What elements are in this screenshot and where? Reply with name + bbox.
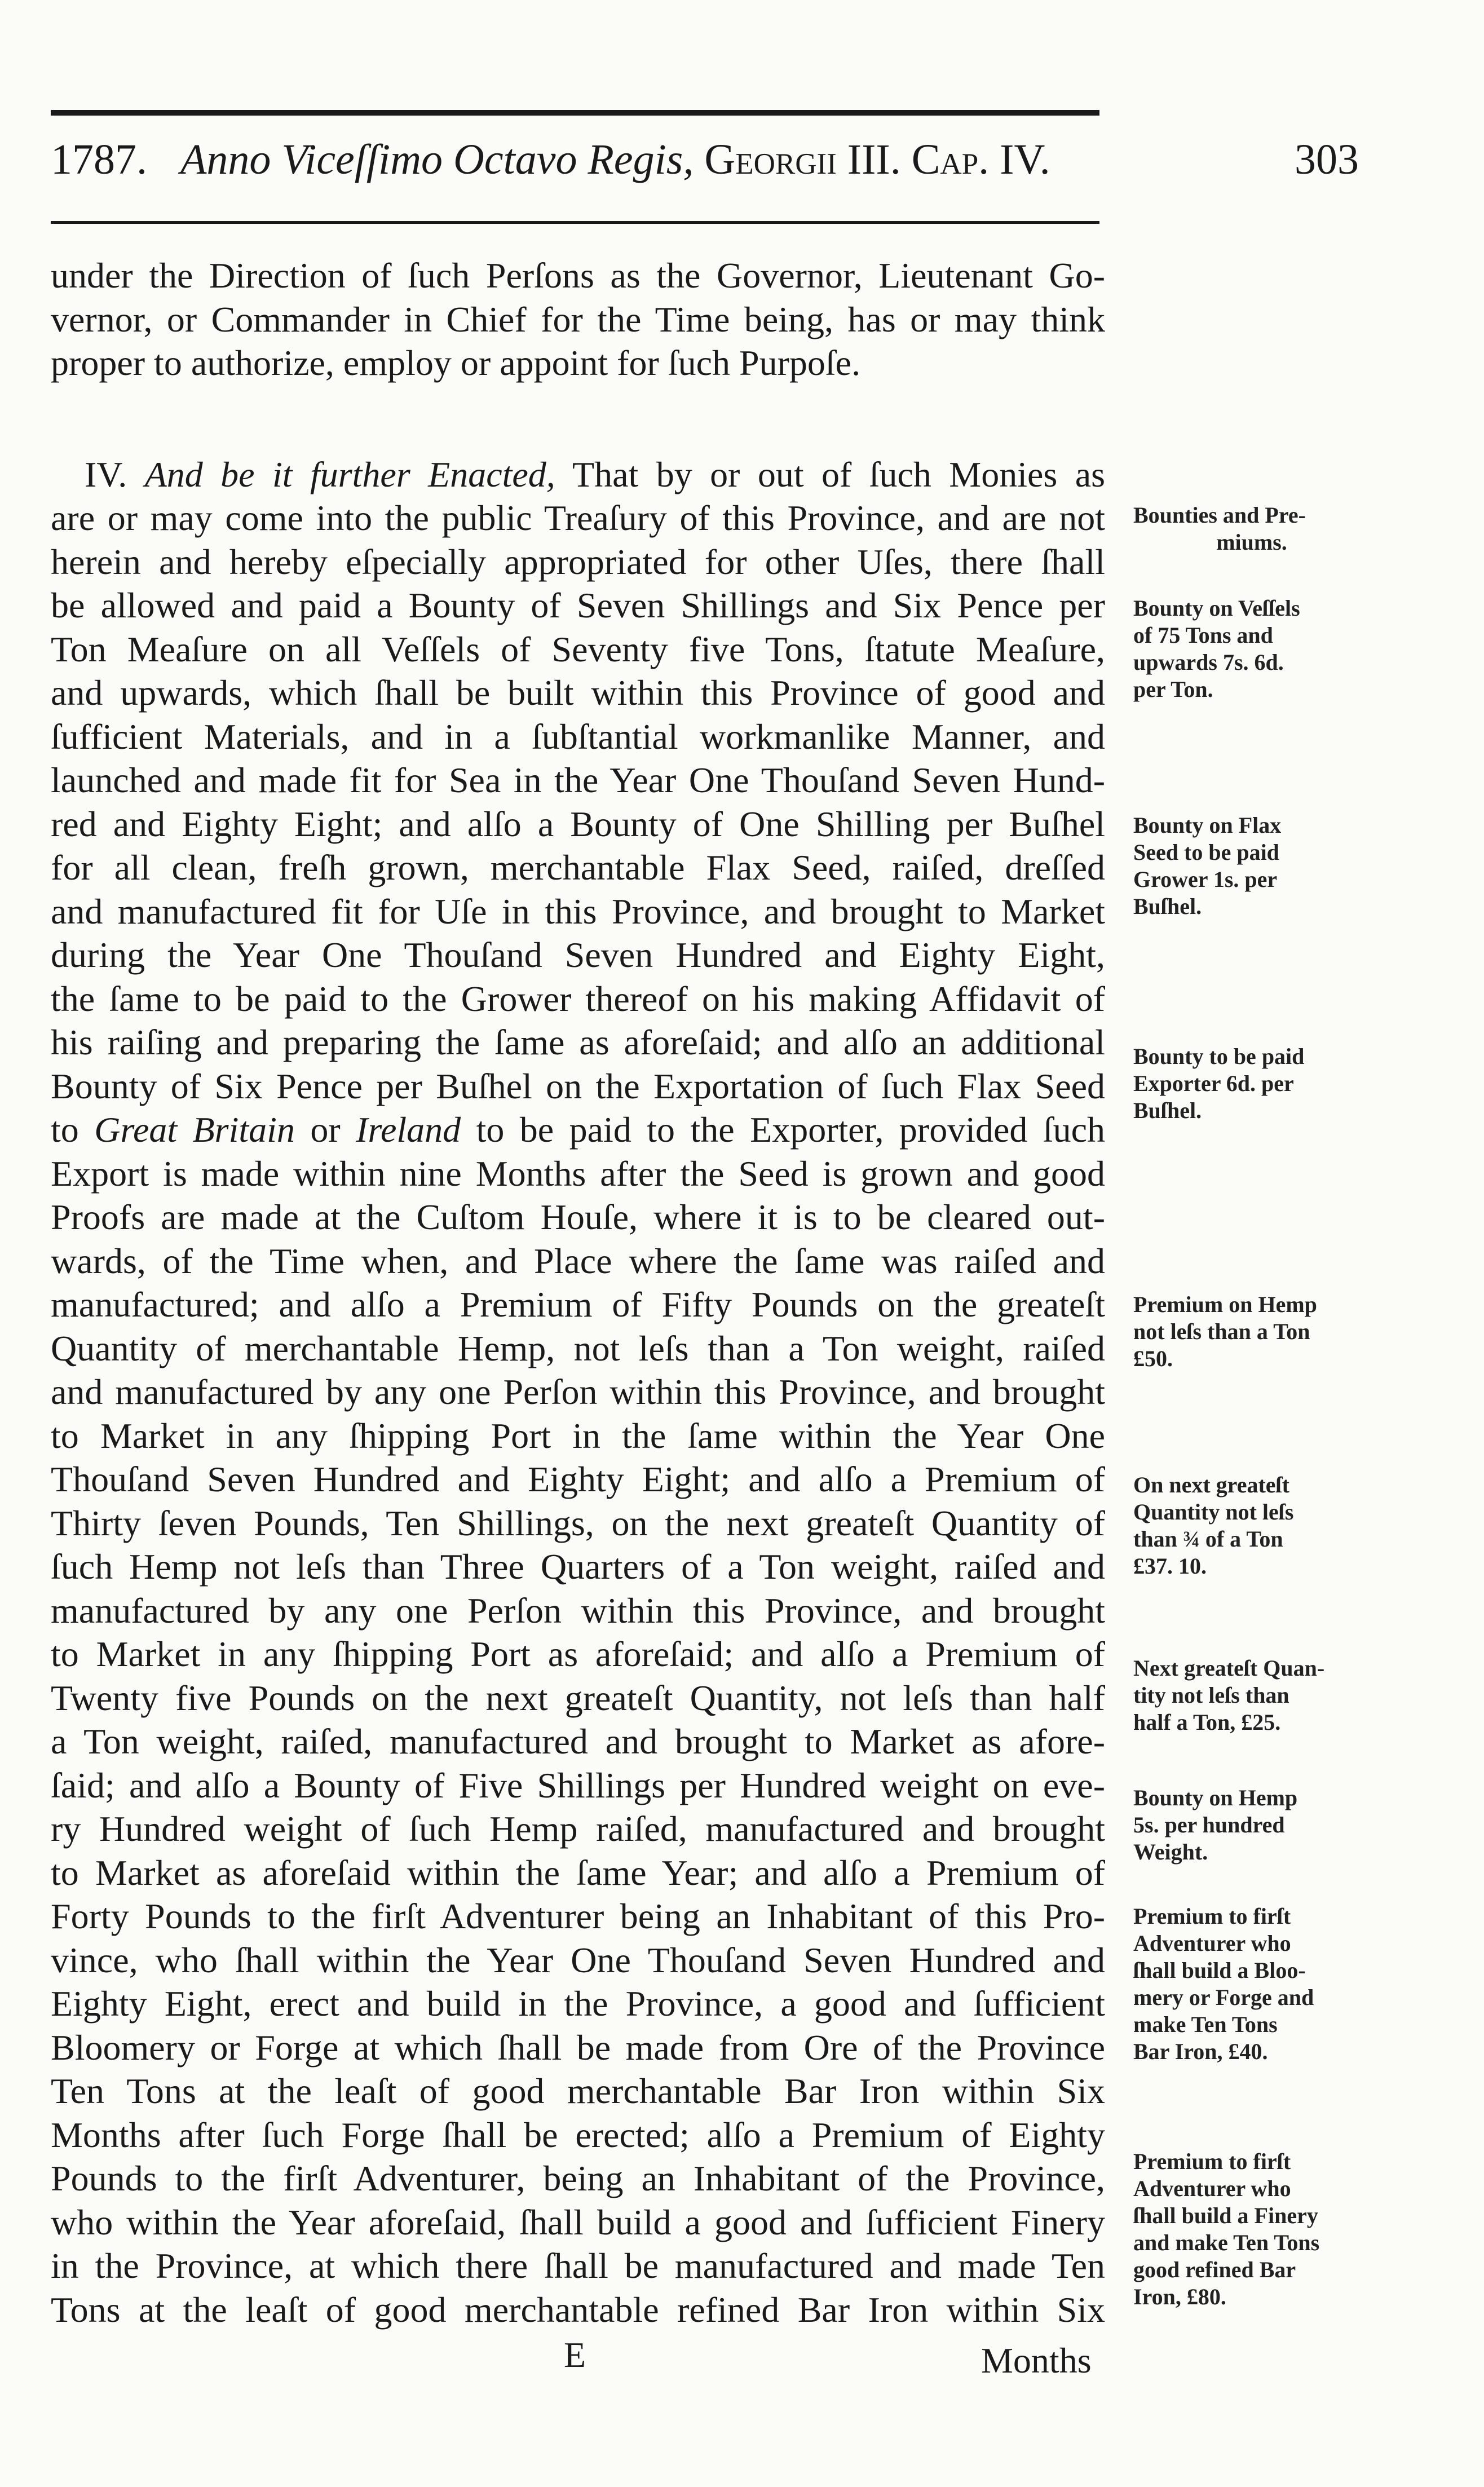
- text-line: ſufficient Materials, and in a ſubſtantial workmanlike Manner, and: [51, 716, 1105, 757]
- text-line: ſuch Hemp not leſs than Three Quarters of a Ton weight, raiſed and: [51, 1547, 1105, 1587]
- text-line: Months after ſuch Forge ſhall be erected; alſo a Premium of Eighty: [51, 2114, 1105, 2155]
- text-line: and upwards, which ſhall be built within this Province of good and: [51, 673, 1105, 713]
- place-name: Ireland: [356, 1110, 461, 1150]
- text-line: be allowed and paid a Bounty of Seven Shillings and Six Pence per: [51, 585, 1105, 625]
- margin-note-hemp-25: Next greateſt Quan- tity not leſs than half a Ton, £25.: [1133, 1655, 1325, 1735]
- header-rule-top: [51, 110, 1099, 116]
- text-line: to Market as aforeſaid within the ſame Year; and alſo a Premium of: [51, 1852, 1105, 1893]
- text-line: Export is made within nine Months after the Seed is grown and good: [51, 1153, 1105, 1194]
- text-line: ſaid; and alſo a Bounty of Five Shillings per Hundred weight on eve-: [51, 1765, 1105, 1805]
- text-line: to Market in any ſhipping Port as aforeſaid; and alſo a Premium of: [51, 1634, 1105, 1674]
- margin-note-bounties: Bounties and Pre- miums.: [1133, 502, 1306, 555]
- text-line: to Market in any ſhipping Port in the ſame within the Year One: [51, 1415, 1105, 1456]
- text-fragment: or: [294, 1110, 356, 1150]
- margin-note-finery: Premium to firſt Adventurer who ſhall build a Finery and make Ten Tons good refined Bar Iron, £80.: [1133, 2149, 1320, 2309]
- text-fragment: to be paid to the Exporter, provided ſuch: [461, 1110, 1105, 1150]
- text-line: Pounds to the firſt Adventurer, being an Inhabitant of the Province,: [51, 2158, 1105, 2198]
- margin-note-hemp-50: Premium on Hemp not leſs than a Ton £50.: [1133, 1292, 1317, 1371]
- text-line: during the Year One Thouſand Seven Hundred and Eighty Eight,: [51, 935, 1105, 975]
- margin-note-hemp-bounty: Bounty on Hemp 5s. per hundred Weight.: [1133, 1785, 1298, 1865]
- text-line: and manufactured fit for Uſe in this Province, and brought to Market: [51, 891, 1105, 931]
- text-line: Bloomery or Forge at which ſhall be made from Ore of the Province: [51, 2027, 1105, 2068]
- margin-note-flax-grower: Bounty on Flax Seed to be paid Grower 1s. per Buſhel.: [1133, 812, 1282, 919]
- header-title-king: Georgii III.: [704, 136, 901, 183]
- text-line: Eighty Eight, erect and build in the Province, a good and ſufficient: [51, 1984, 1105, 2024]
- page-number: 303: [1295, 136, 1359, 183]
- margin-note-hemp-37: On next greateſt Quantity not leſs than ¾ of a Ton £37. 10.: [1133, 1472, 1294, 1579]
- text-fragment: to: [51, 1110, 95, 1150]
- text-line: Tons at the leaſt of good merchantable refined Bar Iron within Six: [51, 2289, 1105, 2330]
- text-line: under the Direction of ſuch Perſons as the Governor, Lieutenant Go-: [51, 255, 1105, 295]
- text-line: Thirty ſeven Pounds, Ten Shillings, on the next greateſt Quantity of: [51, 1503, 1105, 1543]
- catchword: Months: [981, 2340, 1092, 2380]
- text-line: vince, who ſhall within the Year One Thouſand Seven Hundred and: [51, 1940, 1105, 1980]
- text-fragment: That by or out of ſuch Monies as: [555, 454, 1105, 494]
- text-line: manufactured by any one Perſon within this Province, and brought: [51, 1590, 1105, 1631]
- header-rule-bottom: [51, 221, 1099, 224]
- text-line: who within the Year aforeſaid, ſhall build a good and ſufficient Finery: [51, 2202, 1105, 2242]
- text-line: Bounty of Six Pence per Buſhel on the Exportation of ſuch Flax Seed: [51, 1066, 1105, 1106]
- text-line: in the Province, at which there ſhall be manufactured and made Ten: [51, 2246, 1105, 2286]
- text-line: Proofs are made at the Cuſtom Houſe, where it is to be cleared out-: [51, 1197, 1105, 1237]
- text-line: Forty Pounds to the firſt Adventurer being an Inhabitant of this Pro-: [51, 1896, 1105, 1936]
- text-line: Ton Meaſure on all Veſſels of Seventy five Tons, ſtatute Meaſure,: [51, 629, 1105, 669]
- margin-note-bloomery: Premium to firſt Adventurer who ſhall build a Bloo- mery or Forge and make Ten Tons Bar Iron, £40.: [1133, 1903, 1314, 2064]
- margin-note-flax-exporter: Bounty to be paid Exporter 6d. per Buſhel.: [1133, 1044, 1305, 1123]
- header-title-italic: Anno Viceſſimo Octavo Regis,: [180, 136, 694, 183]
- header-title-cap: Cap. IV.: [911, 136, 1050, 183]
- text-line: launched and made fit for Sea in the Year One Thouſand Seven Hund-: [51, 760, 1105, 800]
- text-line: his raiſing and preparing the ſame as aforeſaid; and alſo an additional: [51, 1022, 1105, 1062]
- margin-note-vessels: Bounty on Veſſels of 75 Tons and upwards 7s. 6d. per Ton.: [1133, 595, 1300, 702]
- text-line: Ten Tons at the leaſt of good merchantable Bar Iron within Six: [51, 2071, 1105, 2111]
- text-line: herein and hereby eſpecially appropriated for other Uſes, there ſhall: [51, 541, 1105, 582]
- text-line-great-britain: [51, 1108, 1105, 1152]
- text-line: Quantity of merchantable Hemp, not leſs than a Ton weight, raiſed: [51, 1328, 1105, 1368]
- text-line: vernor, or Commander in Chief for the Time being, has or may think: [51, 299, 1105, 339]
- text-line: a Ton weight, raiſed, manufactured and brought to Market as afore-: [51, 1721, 1105, 1761]
- text-line: are or may come into the public Treaſury of this Province, and are not: [51, 498, 1105, 538]
- section-iv-first-line: [51, 453, 1105, 497]
- signature-mark: E: [564, 2335, 586, 2375]
- place-name: Great Britain: [94, 1110, 295, 1150]
- text-line: Thouſand Seven Hundred and Eighty Eight; and alſo a Premium of: [51, 1459, 1105, 1499]
- text-line: proper to authorize, employ or appoint for ſuch Purpoſe.: [51, 343, 861, 383]
- body-text: [51, 254, 1105, 2331]
- text-line: red and Eighty Eight; and alſo a Bounty of One Shilling per Buſhel: [51, 803, 1105, 844]
- text-line: and manufactured by any one Perſon within this Province, and brought: [51, 1372, 1105, 1412]
- enacting-clause: And be it further Enacted,: [144, 454, 555, 494]
- section-number: IV.: [85, 454, 145, 494]
- text-line: wards, of the Time when, and Place where the ſame was raiſed and: [51, 1240, 1105, 1281]
- text-line: for all clean, freſh grown, merchantable Flax Seed, raiſed, dreſſed: [51, 847, 1105, 887]
- text-line: the ſame to be paid to the Grower thereof on his making Affidavit of: [51, 978, 1105, 1019]
- header-title: [180, 135, 1050, 184]
- running-header: [51, 135, 1359, 197]
- text-line: manufactured; and alſo a Premium of Fifty Pounds on the greateſt: [51, 1284, 1105, 1324]
- text-line: Twenty five Pounds on the next greateſt Quantity, not leſs than half: [51, 1677, 1105, 1718]
- header-year: 1787.: [51, 136, 147, 183]
- text-line: ry Hundred weight of ſuch Hemp raiſed, manufactured and brought: [51, 1809, 1105, 1849]
